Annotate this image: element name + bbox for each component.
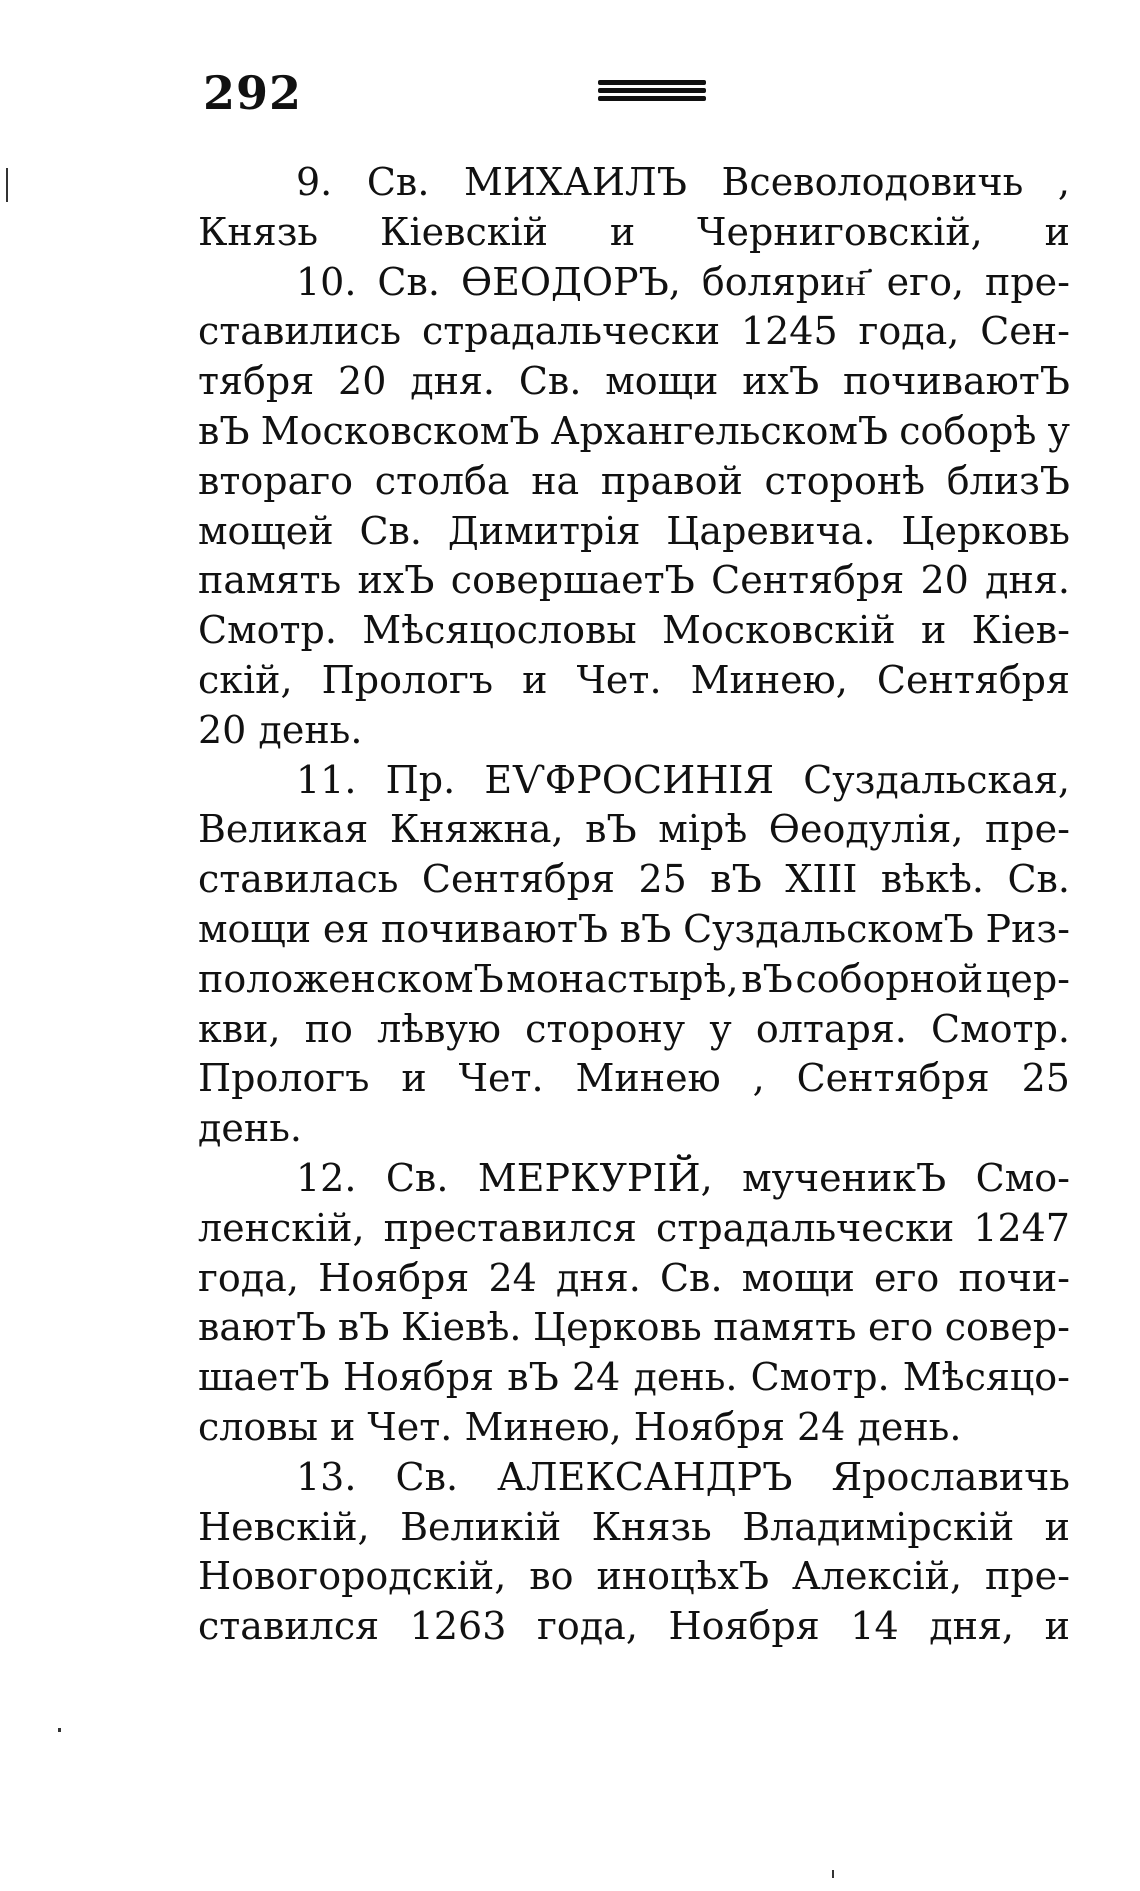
word: его (867, 1305, 934, 1350)
margin-dot (832, 1870, 834, 1878)
word: и (1044, 209, 1070, 254)
word: монастырѣ, (506, 956, 739, 1001)
word: дня. (556, 1255, 641, 1300)
word: соборѣ (899, 408, 1037, 453)
page-number: 292 (203, 66, 303, 120)
word: и (1044, 1504, 1070, 1549)
word: 20 (920, 558, 969, 603)
word: ставилась (198, 857, 399, 902)
text-line (198, 1453, 1070, 1503)
word: Смо- (975, 1155, 1070, 1200)
text-line (198, 905, 1070, 955)
text-line (198, 1154, 1070, 1204)
word: Царевича. (666, 508, 876, 553)
text-line (198, 1602, 1070, 1652)
word: Св. (366, 160, 430, 204)
word: 14 (850, 1604, 899, 1649)
word: 12. (296, 1155, 357, 1200)
word: Невскій, (198, 1504, 370, 1549)
word: Новогородскій, (198, 1554, 507, 1599)
word: цер- (985, 956, 1070, 1001)
text-line: 20 день. (198, 707, 363, 752)
word: преставился (383, 1205, 637, 1250)
word: Церковь (901, 508, 1070, 553)
word: мірѣ (658, 807, 748, 852)
word: Сентября (796, 1056, 990, 1101)
word: Князь (591, 1504, 712, 1549)
word: Смотр. (198, 608, 337, 653)
word: Сентября (876, 657, 1070, 702)
word: ЕѴФРОСИНІЯ (484, 757, 775, 802)
word: Великая (198, 807, 369, 852)
word: олтаря. (755, 1006, 907, 1051)
body-text (198, 158, 1070, 1652)
text-line (198, 1303, 1070, 1353)
word: МосковскомЪ (260, 408, 540, 453)
word: Князь (198, 209, 319, 254)
word: 24 (488, 1255, 537, 1300)
word: мученикЪ (742, 1155, 947, 1200)
text-line (198, 407, 1070, 457)
word: Владимірскій (742, 1504, 1015, 1549)
word: Великій (400, 1504, 562, 1549)
word: СуздальскомЪ (683, 906, 974, 951)
word: совер- (944, 1305, 1070, 1350)
word: столба (374, 458, 510, 503)
word: день. (633, 1355, 738, 1400)
word: пре- (984, 807, 1070, 852)
word: Церковь (532, 1305, 702, 1350)
word: вЪ (507, 1355, 559, 1400)
word: дня. (985, 558, 1070, 603)
word: Ноября (668, 1604, 820, 1649)
word: мощи (198, 906, 312, 951)
text-line: день. (198, 1106, 302, 1151)
word: Пр. (385, 757, 456, 802)
word: Кіевѣ. (401, 1305, 522, 1350)
word: , (1057, 160, 1070, 204)
word: Кіев- (971, 608, 1070, 653)
text-line (198, 307, 1070, 357)
word: и (522, 657, 548, 702)
word: вЪ (741, 956, 793, 1001)
word: страдальчески (421, 309, 721, 354)
word: Риз- (985, 906, 1070, 951)
text-line (198, 556, 1070, 606)
word: Чет. (458, 1056, 544, 1101)
word: страдальчески (656, 1205, 955, 1250)
word: болярин҃ (701, 259, 866, 304)
word: у (1047, 408, 1070, 453)
word: Кіевскій (380, 209, 548, 254)
text-line (198, 457, 1070, 507)
word: и (609, 209, 636, 254)
text-line (198, 855, 1070, 905)
word: Св. (359, 508, 422, 553)
text-line (198, 1054, 1070, 1104)
word: память (198, 558, 342, 603)
word: соборной (795, 956, 984, 1001)
word: Димитрія (447, 508, 641, 553)
word: XIII (785, 857, 858, 902)
text-line: словы и Чет. Минею, Ноября 24 день. (198, 1404, 962, 1449)
word: Московскій (662, 608, 896, 653)
text-line (198, 357, 1070, 407)
text-line (198, 606, 1070, 656)
word: АрхангельскомЪ (550, 408, 889, 453)
word: Мѣсяцо- (902, 1355, 1070, 1400)
text-line (198, 158, 1070, 208)
word: скій, (198, 657, 293, 702)
word: Св. (518, 359, 582, 404)
word: дня, (929, 1604, 1014, 1649)
word: дня. (410, 359, 495, 404)
word: года, (858, 309, 960, 354)
word: вЪ (585, 807, 637, 852)
word: ея (322, 906, 370, 951)
word: года, (536, 1604, 638, 1649)
word: ихЪ (357, 558, 435, 603)
word: у (709, 1006, 732, 1051)
word: вЪ (710, 857, 762, 902)
word: почиваютЪ (842, 359, 1070, 404)
word: почиваютЪ (381, 906, 609, 951)
word: Ноября (342, 1355, 495, 1400)
text-line (198, 258, 1070, 308)
text-line (198, 1204, 1070, 1254)
word: Алексій, (792, 1554, 963, 1599)
word: ставился (198, 1604, 380, 1649)
word: 20 (338, 359, 387, 404)
word: вЪ (337, 1305, 390, 1350)
word: мощи (741, 1255, 855, 1300)
word: лѣвую (377, 1006, 501, 1051)
word: Смотр. (931, 1006, 1070, 1051)
text-line (198, 1254, 1070, 1304)
word: правой (600, 458, 743, 503)
word: Өеодулія, (768, 807, 964, 852)
text-line (198, 208, 1070, 258)
word: 13. (296, 1454, 357, 1499)
text-line (198, 1353, 1070, 1403)
word: Княжна, (389, 807, 564, 852)
word: Сен- (980, 309, 1070, 354)
word: Чет. (576, 657, 662, 702)
word: Смотр. (750, 1355, 890, 1400)
text-line (198, 805, 1070, 855)
word: МИХАИЛЪ (463, 160, 687, 204)
word: пре- (985, 259, 1070, 304)
word: ӨЕОДОРЪ, (460, 259, 681, 304)
word: вЪ (198, 408, 250, 453)
word: сторонѣ (764, 458, 926, 503)
word: Сентября (421, 857, 615, 902)
word: совершаетЪ (450, 558, 695, 603)
word: и (1044, 1604, 1070, 1649)
word: Св. (1007, 857, 1070, 902)
word: Св. (385, 1155, 449, 1200)
word: Сентября (711, 558, 905, 603)
word: ваютЪ (198, 1305, 327, 1350)
word: 24 (571, 1355, 621, 1400)
word: 1247 (973, 1205, 1070, 1250)
word: близЪ (946, 458, 1070, 503)
text-line (198, 507, 1070, 557)
word: шаетЪ (198, 1355, 330, 1400)
word: 1263 (409, 1604, 507, 1649)
word: 10. (296, 259, 357, 304)
margin-stroke (6, 168, 8, 202)
text-line (198, 656, 1070, 706)
word: 25 (1021, 1056, 1070, 1101)
word: почи- (958, 1255, 1070, 1300)
text-line (198, 955, 1070, 1005)
word: вЪ (619, 906, 672, 951)
word: иноцѣхЪ (596, 1554, 770, 1599)
word: 11. (296, 757, 357, 802)
margin-dot (58, 1728, 61, 1732)
word: Минею, (690, 657, 848, 702)
word: АЛЕКСАНДРЪ (497, 1454, 793, 1499)
word: положенскомЪ (198, 956, 504, 1001)
word: ленскій, (198, 1205, 365, 1250)
word: 1245 (740, 309, 838, 354)
word: по (304, 1006, 353, 1051)
word: 9. (296, 160, 333, 204)
word: Св. (659, 1255, 723, 1300)
header-ornament-rule (598, 80, 706, 106)
word: , (752, 1056, 765, 1101)
word: Ярославичь (831, 1454, 1070, 1499)
word: кви, (198, 1006, 281, 1051)
word: вѣкѣ. (880, 857, 984, 902)
word: Св. (377, 259, 440, 304)
word: и (401, 1056, 427, 1101)
word: 25 (638, 857, 687, 902)
word: во (529, 1554, 574, 1599)
word: мощи (605, 359, 719, 404)
word: ставились (198, 309, 402, 354)
word: Минею (575, 1056, 721, 1101)
word: втораго (198, 458, 354, 503)
text-line (198, 1503, 1070, 1553)
text-line (198, 1552, 1070, 1602)
word: года, (198, 1255, 299, 1300)
word: пре- (985, 1554, 1070, 1599)
word: Мѣсяцословы (362, 608, 637, 653)
word: Прологъ (321, 657, 494, 702)
word: мощей (198, 508, 334, 553)
word: память (713, 1305, 857, 1350)
word: Ноября (318, 1255, 470, 1300)
word: Прологъ (198, 1056, 370, 1101)
text-line (198, 756, 1070, 806)
word: Суздальская, (803, 757, 1070, 802)
word: Черниговскій, (697, 209, 983, 254)
word: Св. (395, 1454, 459, 1499)
word: сторону (525, 1006, 686, 1051)
word: его, (886, 259, 965, 304)
word: на (531, 458, 580, 503)
word: Всеволодовичь (721, 160, 1024, 204)
word: МЕРКУРІЙ, (477, 1155, 713, 1200)
word: ихЪ (742, 359, 820, 404)
text-line (198, 1005, 1070, 1055)
word: его (874, 1255, 940, 1300)
word: тября (198, 359, 315, 404)
word: и (920, 608, 947, 653)
